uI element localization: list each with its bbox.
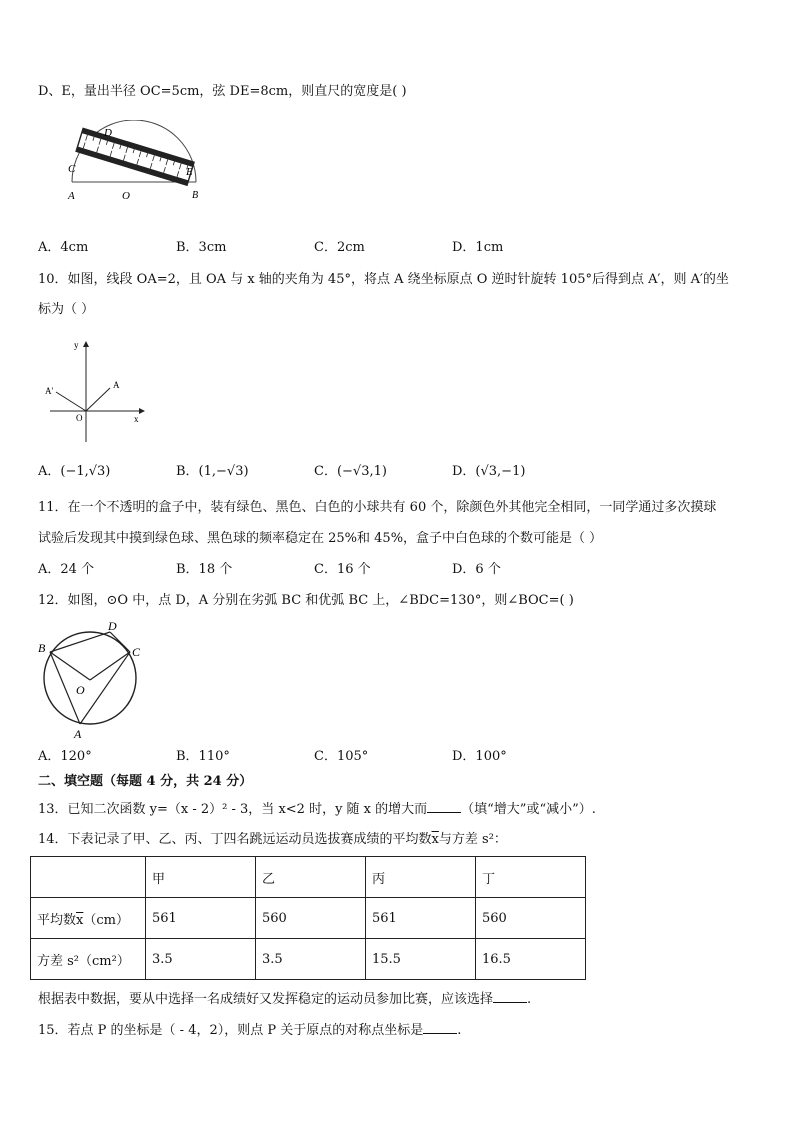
- q12-option-b: B．110°: [176, 749, 230, 764]
- q10-stem-line2: 标为（ ）: [38, 302, 95, 317]
- q9-option-d: D．1cm: [452, 240, 504, 255]
- table-header-cell: [31, 857, 146, 898]
- q9-label-b: B: [192, 190, 199, 201]
- q9-label-o: O: [122, 190, 130, 202]
- q11-option-d: D．6 个: [452, 562, 501, 577]
- table-cell: 560: [256, 898, 366, 939]
- q12-stem: 12．如图，⊙O 中，点 D，A 分别在劣弧 BC 和优弧 BC 上，∠BDC=130°，则∠BOC=( ): [38, 593, 574, 608]
- mean-label: 平均数: [37, 912, 77, 928]
- q12-label-b: B: [38, 641, 46, 655]
- table-cell: 16.5: [476, 939, 586, 980]
- q14-text-a: 14．下表记录了甲、乙、丙、丁四名跳远运动员选拔赛成绩的平均数: [38, 832, 432, 847]
- q10-label-y: y: [74, 340, 79, 350]
- mean-xbar: $\overline{x}$: [76, 912, 84, 928]
- q9-label-c: C: [68, 163, 76, 175]
- table-header-cell: 甲: [146, 857, 256, 898]
- q15-text-a: 15．若点 P 的坐标是（ - 4，2），则点 P 关于原点的对称点坐标是: [38, 1023, 424, 1038]
- q9-option-b: B．3cm: [176, 240, 227, 255]
- q12-label-o: O: [76, 683, 85, 697]
- q12-option-a: A．120°: [38, 749, 92, 764]
- q12-label-d: D: [108, 619, 117, 633]
- q15-answer-blank[interactable]: [423, 1021, 457, 1034]
- q13-text-a: 13．已知二次函数 y=（x - 2）² - 3，当 x<2 时，y 随 x 的增大而: [38, 802, 428, 817]
- q12-circle-figure: [34, 618, 154, 740]
- q10-option-c: C．(−√3,1): [314, 464, 387, 479]
- table-cell: 15.5: [366, 939, 476, 980]
- q12-option-d: D．100°: [452, 749, 507, 764]
- q11-stem-line2: 试验后发现其中摸到绿色球、黑色球的频率稳定在 25%和 45%，盒子中白色球的个数可能是（ ）: [38, 531, 603, 546]
- q9-label-d: D: [104, 127, 112, 139]
- mean-unit: （cm）: [83, 912, 129, 928]
- table-cell: 561: [146, 898, 256, 939]
- q11-option-a: A．24 个: [38, 562, 95, 577]
- q13-stem: [38, 800, 596, 820]
- q9-stem: D、E，量出半径 OC=5cm，弦 DE=8cm，则直尺的宽度是( ): [38, 84, 407, 99]
- q14-xbar: $\overline{x}$: [431, 832, 439, 847]
- q10-stem-line1: 10．如图，线段 OA=2，且 OA 与 x 轴的夹角为 45°，将点 A 绕坐标原点 O 逆时针旋转 105°后得到点 A′，则 A′的坐: [38, 272, 729, 287]
- q12-option-c: C．105°: [314, 749, 369, 764]
- q14-answer-blank[interactable]: [493, 990, 527, 1003]
- q9-label-e: E: [186, 166, 193, 178]
- q10-label-o: O: [76, 413, 83, 423]
- table-header-cell: 乙: [256, 857, 366, 898]
- q11-option-b: B．18 个: [176, 562, 233, 577]
- q10-axes-figure: [40, 336, 150, 446]
- q10-option-b: B．(1,−√3): [176, 464, 249, 479]
- q10-option-a: A．(−1,√3): [38, 464, 111, 479]
- q10-label-x: x: [134, 414, 139, 424]
- q15-period: .: [457, 1023, 462, 1038]
- table-row-label: [31, 898, 146, 939]
- table-row: [31, 898, 586, 939]
- q14-score-table: [30, 856, 586, 980]
- q14-stem: [38, 830, 507, 850]
- table-cell: 3.5: [146, 939, 256, 980]
- table-header-cell: 丁: [476, 857, 586, 898]
- q13-text-b: （填“增大”或“减小”）.: [461, 802, 596, 817]
- q11-stem-line1: 11．在一个不透明的盒子中，装有绿色、黑色、白色的小球共有 60 个，除颜色外其他完全相同，一同学通过多次摸球: [38, 500, 717, 515]
- q14-text-b: 与方差 s²：: [438, 832, 507, 847]
- q14-after-text: 根据表中数据，要从中选择一名成绩好又发挥稳定的运动员参加比赛，应该选择: [38, 992, 494, 1007]
- table-cell: 561: [366, 898, 476, 939]
- q12-label-c: C: [132, 645, 141, 659]
- table-row: [31, 939, 586, 980]
- table-cell: 3.5: [256, 939, 366, 980]
- q9-ruler-figure: [62, 120, 202, 215]
- q12-label-a: A: [74, 727, 82, 740]
- q11-option-c: C．16 个: [314, 562, 371, 577]
- q10-label-a-prime: A': [45, 386, 54, 396]
- q9-label-a: A: [68, 190, 75, 202]
- table-header-cell: 丙: [366, 857, 476, 898]
- q10-option-d: D．(√3,−1): [452, 464, 526, 479]
- q14-after: [38, 990, 531, 1010]
- table-row-label: 方差 s²（cm²）: [31, 939, 146, 980]
- q9-option-c: C．2cm: [314, 240, 365, 255]
- q15-stem: [38, 1021, 461, 1041]
- q10-label-a: A: [113, 380, 120, 390]
- q13-answer-blank[interactable]: [427, 800, 461, 813]
- q14-period: .: [527, 992, 532, 1007]
- q9-option-a: A．4cm: [38, 240, 89, 255]
- table-cell: 560: [476, 898, 586, 939]
- table-header-row: [31, 857, 586, 898]
- section-title: 二、填空题（每题 4 分，共 24 分）: [38, 774, 253, 789]
